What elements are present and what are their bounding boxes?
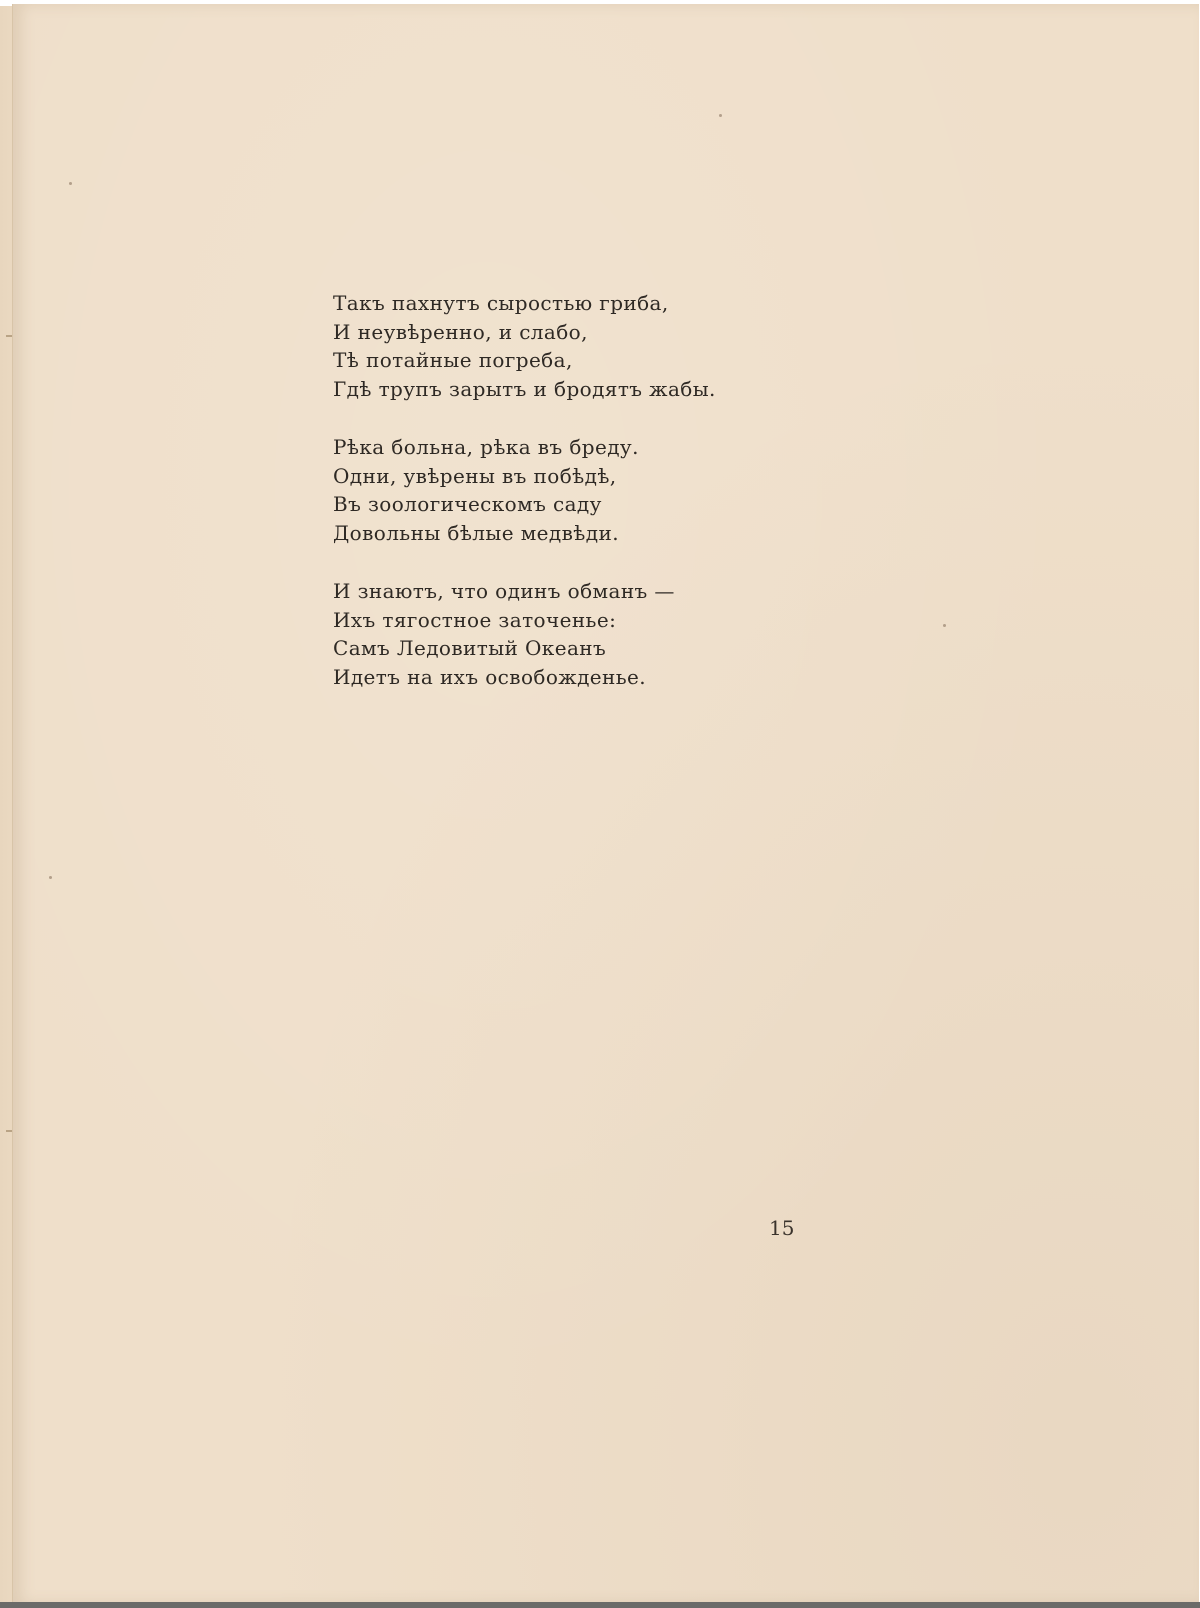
- poem-line: Гдѣ трупъ зарытъ и бродятъ жабы.: [333, 376, 716, 401]
- poem-line: Довольны бѣлые медвѣди.: [333, 520, 619, 545]
- poem-line: Тѣ потайные погреба,: [333, 348, 573, 372]
- book-page: [12, 4, 1199, 1604]
- poem-line: Идетъ на ихъ освобожденье.: [333, 664, 647, 689]
- poem-line: Рѣка больна, рѣка въ бреду.: [333, 435, 639, 459]
- paper-speck: [943, 624, 946, 627]
- paper-speck: [719, 114, 722, 117]
- poem-line: И неувѣренно, и слабо,: [333, 319, 588, 344]
- paper-speck: [69, 182, 72, 185]
- stanza-3: [333, 577, 716, 691]
- scan-bottom-edge: [0, 1602, 1200, 1608]
- poem-line: Одни, увѣрены въ побѣдѣ,: [333, 463, 617, 488]
- stanza-2: [333, 433, 716, 547]
- poem-line: И знаютъ, что одинъ обманъ —: [333, 579, 675, 603]
- poem-line: Такъ пахнутъ сыростью гриба,: [333, 291, 669, 315]
- poem-line: Въ зоологическомъ саду: [333, 492, 602, 516]
- paper-speck: [49, 876, 52, 879]
- poem: [333, 289, 716, 721]
- page-number: 15: [769, 1216, 795, 1240]
- poem-line: Ихъ тягостное заточенье:: [333, 607, 617, 632]
- poem-line: Самъ Ледовитый Океанъ: [333, 636, 607, 660]
- stanza-1: [333, 289, 716, 403]
